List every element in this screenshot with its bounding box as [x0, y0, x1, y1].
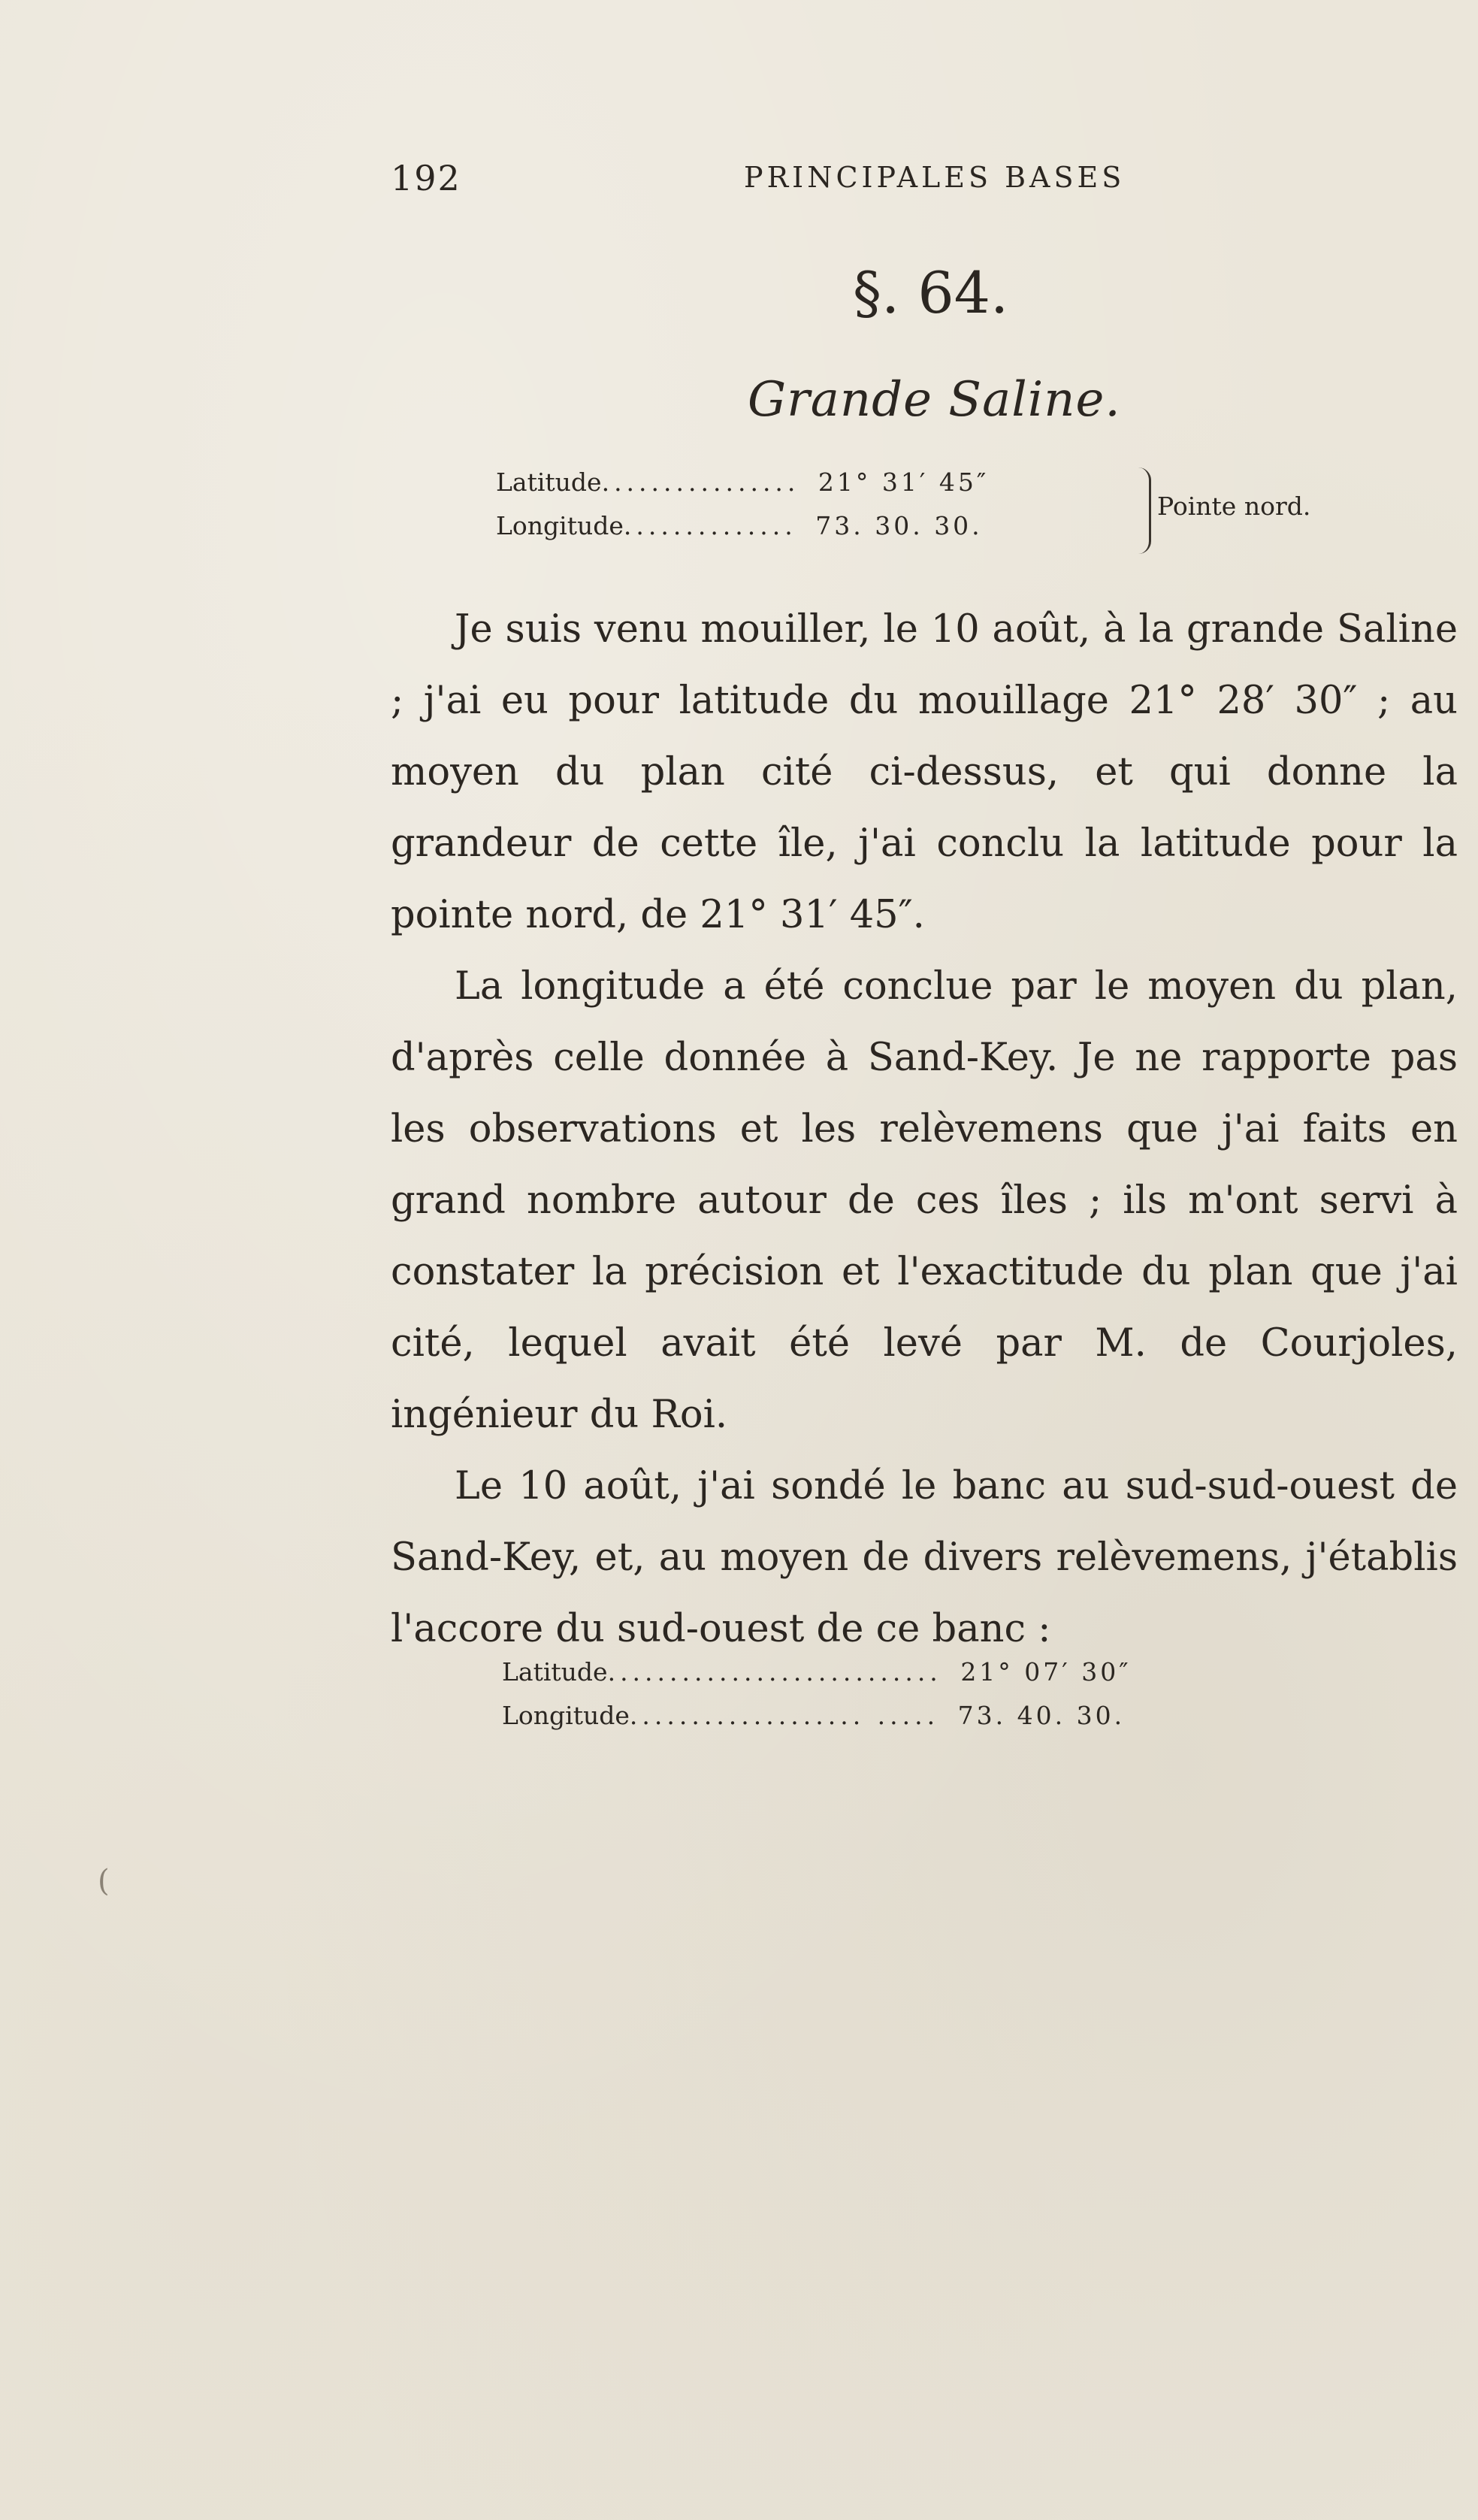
paragraph: La longitude a été conclue par le moyen du plan, d'après celle donnée à Sand-Key. Je ne rapporte pas les observations et les relèvemens que j'ai faits en grand nombre autour de ces îles ; ils m'ont servi à constater la précision et l'exactitude du plan que j'ai cité, lequel avait été levé par M. de Courjoles, ingénieur du Roi. [391, 964, 1458, 1437]
leader-dots: ........................... [607, 1657, 942, 1687]
coordinate-row-latitude [502, 1657, 1132, 1696]
coordinate-value: 21° 31′ 45″ [818, 467, 990, 497]
coordinate-value: 73. 30. 30. [815, 511, 983, 540]
coordinates-table-accore-sud-ouest [502, 1657, 1441, 1747]
coordinate-row-longitude [496, 511, 983, 550]
section-title: Grande Saline. [748, 372, 1121, 428]
leader-dots: .............. [623, 511, 797, 540]
curly-brace-icon [1138, 467, 1151, 554]
page-number: 192 [391, 158, 461, 198]
paper-mark-icon: ( [98, 1864, 110, 1898]
coordinate-label: Latitude [502, 1657, 608, 1687]
leader-dots: ................... ..... [629, 1701, 940, 1730]
leader-dots: ................ [601, 467, 800, 497]
coordinate-note: Pointe nord. [1157, 492, 1311, 521]
coordinate-label: Longitude [502, 1701, 630, 1730]
paragraph: Je suis venu mouiller, le 10 août, à la grande Saline ; j'ai eu pour latitude du mouillage 21° 28′ 30″ ; au moyen du plan cité ci-dessus, et qui donne la grandeur de cette île, j'ai conclu la latitude pour la pointe nord, de 21° 31′ 45″. [391, 607, 1458, 937]
coordinate-label: Longitude [496, 511, 624, 540]
coordinates-table-pointe-nord [496, 467, 1435, 573]
coordinate-value: 21° 07′ 30″ [960, 1657, 1132, 1687]
paragraph: Le 10 août, j'ai sondé le banc au sud-sud-ouest de Sand-Key, et, au moyen de divers relèvemens, j'établis l'accore du sud-ouest de ce banc : [391, 1464, 1458, 1651]
coordinate-label: Latitude [496, 467, 602, 497]
running-head-title: PRINCIPALES BASES [744, 161, 1126, 194]
running-head [391, 158, 1473, 218]
coordinate-row-longitude [502, 1701, 1125, 1740]
coordinate-row-latitude [496, 467, 989, 507]
coordinate-value: 73. 40. 30. [957, 1701, 1126, 1730]
body-text [391, 594, 1458, 1665]
section-number: §. 64. [853, 259, 1009, 326]
